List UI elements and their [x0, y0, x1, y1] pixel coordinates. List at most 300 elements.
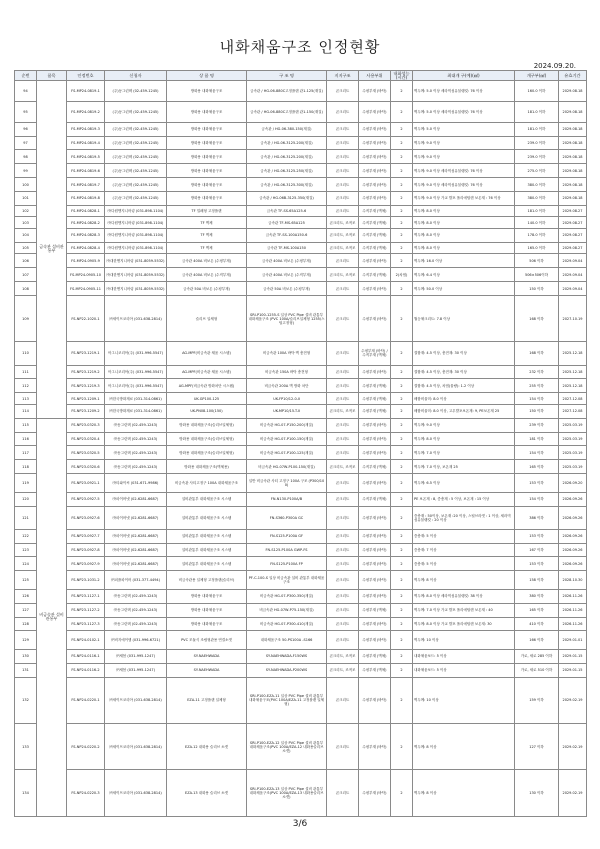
expiry-date-cell: 2029.08.18	[559, 122, 587, 136]
structure-name-cell: 금속관 TF-SS-65A125-6	[247, 205, 327, 217]
conditions-cell: 층충재: 7 이상	[413, 543, 515, 557]
table-header-row	[15, 71, 587, 81]
applicant-cell: ㈜동그린텍 (02-459-1243)	[105, 603, 167, 617]
applicant-cell: ㈜비지에이엠 (031-996-6721)	[105, 631, 167, 650]
conditions-cell: 결합재: 4.5 이상, 충전재: 30 이상	[413, 342, 515, 365]
applicant-cell: ㈜대한엔지니어링 (031-8059-5532)	[105, 268, 167, 282]
structure-name-cell: SRI-P100-EZA-12 일상 PVC Pipe 설비 관통부 내화채움구조(PVC 100A/EZA-12 내화용슬리브소켓)	[247, 724, 327, 770]
product-name-cell: 방화용 내화채움구조	[167, 136, 247, 150]
row-number-cell: 106	[15, 254, 37, 268]
row-number-cell: 124	[15, 557, 37, 571]
product-name-cell: SY-NAEHWADA	[167, 663, 247, 677]
conditions-cell: 벽두께: 7.0 이상 가교 발포 폴리에틸렌 보온재 : 40	[413, 603, 515, 617]
applicant-cell: ㈜세이프코리아 (031-638-2814)	[105, 770, 167, 816]
opening-size-cell: 380 이하	[515, 589, 559, 603]
row-number-cell: 122	[15, 529, 37, 543]
opening-size-cell: 가로, 세로 285 이하	[515, 649, 559, 663]
usage-location-cell: 수평부재 (바닥)	[359, 101, 391, 122]
product-name-cell: 설비관통부 내화채움구조 시스템	[167, 557, 247, 571]
applicant-cell: ㈜파이어넷 (02-6281-6687)	[105, 557, 167, 571]
usage-location-cell: 수평부재 (바닥)	[359, 178, 391, 192]
category-cell: 비금속관 설비관통부	[37, 418, 67, 816]
table-row	[15, 418, 587, 432]
product-name-cell: 방화용 내화채움구조	[167, 603, 247, 617]
structure-name-cell: 금속관 / HG-06-3125-200(재질)	[247, 136, 327, 150]
structure-name-cell: 비금속관 HG-07-P100-125(재질)	[247, 446, 327, 460]
support-structure-cell: 콘크리트	[327, 164, 359, 178]
expiry-date-cell: 2025.03.19	[559, 432, 587, 446]
table-row	[15, 677, 587, 723]
fire-rating-cell: 2	[391, 492, 413, 506]
opening-size-cell: 154 이하	[515, 446, 559, 460]
table-row	[15, 492, 587, 506]
table-row	[15, 617, 587, 631]
expiry-date-cell: 2029.08.18	[559, 164, 587, 178]
conditions-cell: 벽두께: 8 이상	[413, 724, 515, 770]
certification-number-cell: FS-NP23-0320-4	[67, 432, 105, 446]
table-row	[15, 770, 587, 816]
fire-rating-cell: 2	[391, 342, 413, 365]
row-number-cell: 107	[15, 268, 37, 282]
usage-location-cell: 수평부재 (바닥)	[359, 589, 391, 603]
product-name-cell: 방화용 내화채움구조(슬리브일체형)	[167, 432, 247, 446]
certification-number-cell: FS-NP23-0320-6	[67, 460, 105, 474]
conditions-cell: 벽두께: 9.0 이상 세라믹섬유블랭킷: 76 이상	[413, 178, 515, 192]
product-name-cell: 슬리브 일체형	[167, 296, 247, 342]
conditions-cell: 벽두께: 7.0 이상, 보온재 25	[413, 460, 515, 474]
opening-size-cell: 178.0 이하	[515, 229, 559, 243]
product-name-cell: 방화용 내화채움구조	[167, 617, 247, 631]
table-row	[15, 379, 587, 393]
row-number-cell: 110	[15, 342, 37, 365]
certification-number-cell: FS-MP24-0828-4	[67, 242, 105, 254]
structure-name-cell: SY-NAEHWADA-F150WS	[247, 649, 327, 663]
opening-size-cell: 153 이하	[515, 474, 559, 493]
conditions-cell: 벽두께: 8.0 이상	[413, 205, 515, 217]
product-name-cell: 방화용 내화채움구조	[167, 101, 247, 122]
support-structure-cell: 콘크리트	[327, 379, 359, 393]
usage-location-cell: 수직부재 (벽체)	[359, 460, 391, 474]
expiry-date-cell: 2026.09.20	[559, 474, 587, 493]
support-structure-cell: 콘크리트	[327, 342, 359, 365]
expiry-date-cell: 2029.01.01	[559, 631, 587, 650]
table-row	[15, 446, 587, 460]
table-row	[15, 164, 587, 178]
opening-size-cell: 239.0 이하	[515, 150, 559, 164]
opening-size-cell: 153 이하	[515, 529, 559, 543]
row-number-cell: 108	[15, 282, 37, 296]
certification-number-cell: FS-MP24-0905-9	[67, 254, 105, 268]
structure-name-cell: 금속관 / HG-06-3125-250(재질)	[247, 164, 327, 178]
opening-size-cell: 181.0 이하	[515, 101, 559, 122]
row-number-cell: 104	[15, 229, 37, 243]
fire-rating-cell: 2	[391, 393, 413, 405]
structure-name-cell: 금속관 / HG-06-880C고정플랜 관1-125(재질)	[247, 81, 327, 102]
support-structure-cell: 콘크리트	[327, 296, 359, 342]
header-cell: 내화성능(시간)	[391, 71, 413, 81]
applicant-cell: ㈜티와이씨 (031-671-9986)	[105, 474, 167, 493]
applicant-cell: ㈜동그린텍 (02-459-1243)	[105, 446, 167, 460]
product-name-cell: 설비관통부 내화채움구조 시스템	[167, 492, 247, 506]
structure-name-cell: 금속관 / HG-06-3125-300(재질)	[247, 178, 327, 192]
applicant-cell: ㈜피플파이어 (031-377-4494)	[105, 571, 167, 590]
row-number-cell: 130	[15, 649, 37, 663]
support-structure-cell: 콘크리트	[327, 122, 359, 136]
expiry-date-cell: 2027.12.08	[559, 404, 587, 418]
opening-size-cell: 181.0 이하	[515, 122, 559, 136]
conditions-cell: 벽두께: 7.0 이상	[413, 446, 515, 460]
table-row	[15, 474, 587, 493]
structure-name-cell: 내화채움구조 50-PS100A -S166	[247, 631, 327, 650]
certification-number-cell: FS-NP23-0927-8	[67, 543, 105, 557]
structure-name-cell: UK-FP10/12-0-Ⅱ	[247, 393, 327, 405]
usage-location-cell: 수평부재 (바닥)	[359, 631, 391, 650]
support-structure-cell: 콘크리트	[327, 474, 359, 493]
fire-rating-cell: 2	[391, 506, 413, 529]
structure-name-cell: 금속관 TF-MS-100A150	[247, 242, 327, 254]
support-structure-cell: 콘크리트	[327, 617, 359, 631]
fire-rating-cell: 2	[391, 418, 413, 432]
table-row	[15, 603, 587, 617]
usage-location-cell: 수평부재 (바닥)	[359, 506, 391, 529]
structure-name-cell: 비금속관 HG-07W-P100-150(재질)	[247, 460, 327, 474]
opening-size-cell: 168 이하	[515, 296, 559, 342]
product-name-cell: 비금속관용 일체형 고정플랜(슬리브)	[167, 571, 247, 590]
row-number-cell: 115	[15, 418, 37, 432]
fire-rating-cell: 2	[391, 543, 413, 557]
structure-name-cell: FN-S125-P100A GF	[247, 529, 327, 543]
structure-name-cell: 비금속관 HG-07-P300-350(재질)	[247, 589, 327, 603]
row-number-cell: 100	[15, 178, 37, 192]
expiry-date-cell: 2028.10.30	[559, 571, 587, 590]
expiry-date-cell: 2029.08.27	[559, 205, 587, 217]
support-structure-cell: 콘크리트, 조적조	[327, 229, 359, 243]
opening-size-cell: 410 이하	[515, 617, 559, 631]
fire-rating-cell: 2	[391, 229, 413, 243]
fire-rating-cell: 2	[391, 81, 413, 102]
structure-name-cell: SRI-P100-EZA-13 일상 PVC Pipe 설비 관통부 내화채움구조(PVC 100A/EZA-13 내화용슬리브소켓)	[247, 770, 327, 816]
usage-location-cell: 수평부재 (바닥)	[359, 164, 391, 178]
opening-size-cell: 239.0 이하	[515, 136, 559, 150]
usage-location-cell: 수평부재 (바닥)	[359, 446, 391, 460]
table-row	[15, 404, 587, 418]
structure-name-cell: 금속관 TF-SS-100A150-6	[247, 229, 327, 243]
header-cell: 구 조 명	[247, 71, 327, 81]
fire-rating-cell: 2	[391, 529, 413, 543]
fire-rating-cell: 2	[391, 460, 413, 474]
structure-name-cell: 금속관 / HG-06-3125-200(재질)	[247, 150, 327, 164]
usage-location-cell: 수직부재 (벽체)	[359, 492, 391, 506]
fire-rating-cell: 2	[391, 178, 413, 192]
product-name-cell: 금속관 400A 비보온 (수평부재)	[167, 254, 247, 268]
product-name-cell: 설비관통부 내화채움구조 시스템	[167, 529, 247, 543]
usage-location-cell: 수평부재 (벽체)	[359, 603, 391, 617]
product-name-cell: TF 벽체	[167, 217, 247, 229]
opening-size-cell: 168 이하	[515, 342, 559, 365]
expiry-date-cell: 2029.09.04	[559, 282, 587, 296]
usage-location-cell: 수직부재 (벽체)	[359, 242, 391, 254]
certification-number-cell: FS-NP22-1020-1	[67, 296, 105, 342]
applicant-cell: ㈜세이프코리아 (031-638-2814)	[105, 296, 167, 342]
applicant-cell: (주)동그린텍 (02-459-1245)	[105, 164, 167, 178]
conditions-cell: 벽두께: 8.0 이상 가교 발포 폴리에틸렌 보온재: 30	[413, 617, 515, 631]
certification-number-cell: FS-MP24-0819-8	[67, 192, 105, 206]
row-number-cell: 128	[15, 617, 37, 631]
structure-name-cell: 금속관 / HG-06-880C고정플랜 관1-150(재질)	[247, 101, 327, 122]
product-name-cell: EZA-11 고정플랜 일체형	[167, 677, 247, 723]
structure-name-cell: 비금속관 HG-07-P100-150(재질)	[247, 432, 327, 446]
usage-location-cell: 수평부재 (바닥)	[359, 136, 391, 150]
applicant-cell: ㈜세이프코리아 (031-638-2814)	[105, 677, 167, 723]
applicant-cell: ㈜새봄 (031-995-1247)	[105, 649, 167, 663]
applicant-cell: (주)동그린텍 (02-459-1245)	[105, 101, 167, 122]
applicant-cell: ㈜동그린텍 (02-459-1243)	[105, 460, 167, 474]
expiry-date-cell: 2029.08.27	[559, 229, 587, 243]
applicant-cell: ㈜세이프코리아 (031-638-2814)	[105, 724, 167, 770]
row-number-cell: 131	[15, 663, 37, 677]
expiry-date-cell: 2025.03.19	[559, 446, 587, 460]
applicant-cell: ㈜파이어넷 (02-6281-6687)	[105, 506, 167, 529]
support-structure-cell: 콘크리트	[327, 393, 359, 405]
product-name-cell: 방화용 내화채움구조	[167, 122, 247, 136]
conditions-cell: 벽두께: 8.0 이상 세라믹섬유블랭킷: 38 이상	[413, 589, 515, 603]
opening-size-cell: 165.0 이하	[515, 242, 559, 254]
row-number-cell: 113	[15, 393, 37, 405]
structure-name-cell: UK-MP10/15-T-Ⅱ	[247, 404, 327, 418]
row-number-cell: 125	[15, 571, 37, 590]
fire-rating-cell: 2	[391, 649, 413, 663]
usage-location-cell: 수평부재 (바닥)	[359, 282, 391, 296]
support-structure-cell: 콘크리트	[327, 178, 359, 192]
support-structure-cell: 콘크리트	[327, 205, 359, 217]
applicant-cell: ㈜파이어넷 (02-6281-6687)	[105, 529, 167, 543]
table-row	[15, 296, 587, 342]
structure-name-cell: 일반 비금속관 사티 고정구 100A 구조 (P300/100)	[247, 474, 327, 493]
certification-number-cell: FS-NP23-0320-3	[67, 418, 105, 432]
structure-name-cell: FN-S360-P300A GC	[247, 506, 327, 529]
certification-number-cell: FS-NP24-0220-3	[67, 770, 105, 816]
certification-number-cell: FS-MP24-0819-3	[67, 122, 105, 136]
conditions-cell: 내화채움보드: 5 이상	[413, 663, 515, 677]
table-row	[15, 205, 587, 217]
usage-location-cell: 수평부재 (벽체)	[359, 393, 391, 405]
row-number-cell: 111	[15, 365, 37, 379]
certification-number-cell: FS-MP24-0819-5	[67, 150, 105, 164]
support-structure-cell: 콘크리트	[327, 254, 359, 268]
expiry-date-cell: 2029.01.15	[559, 663, 587, 677]
fire-rating-cell: 2	[391, 557, 413, 571]
applicant-cell: ㈜다원엔지니어링 (031-898-1104)	[105, 217, 167, 229]
conditions-cell: 벽두께: 9.0 이상	[413, 136, 515, 150]
table-row	[15, 529, 587, 543]
certification-number-cell: FS-NP23-0927-5	[67, 492, 105, 506]
conditions-cell: 월등채크리트: 7.8 이상	[413, 296, 515, 342]
row-number-cell: 114	[15, 404, 37, 418]
certification-number-cell: FS-NP23-1127-1	[67, 589, 105, 603]
row-number-cell: 123	[15, 543, 37, 557]
expiry-date-cell: 2029.09.04	[559, 268, 587, 282]
expiry-date-cell: 2025.12.18	[559, 342, 587, 365]
applicant-cell: ㈜동그린텍 (02-459-1243)	[105, 589, 167, 603]
row-number-cell: 121	[15, 506, 37, 529]
usage-location-cell: 수평부재 (바닥)	[359, 724, 391, 770]
fire-rating-cell: 2	[391, 164, 413, 178]
support-structure-cell: 콘크리트	[327, 677, 359, 723]
conditions-cell: 벽두께: 6.4 이상	[413, 268, 515, 282]
structure-name-cell: 비금속관 HG-07W-P75-150(재질)	[247, 603, 327, 617]
table-row	[15, 150, 587, 164]
table-row	[15, 217, 587, 229]
opening-size-cell: 380.0 이하	[515, 178, 559, 192]
support-structure-cell: 콘크리트	[327, 101, 359, 122]
certification-number-cell: FS-NP23-1127-3	[67, 617, 105, 631]
table-row	[15, 178, 587, 192]
structure-name-cell: 금속관 400A 비보온 (수평부재)	[247, 254, 327, 268]
table-row	[15, 460, 587, 474]
fire-rating-cell: 2	[391, 631, 413, 650]
fire-rating-cell: 2	[391, 365, 413, 379]
conditions-cell: 벽두께: 9.0 이상 세라믹섬유블랭킷: 76 이상	[413, 164, 515, 178]
conditions-cell: 결합재: 4.5 이상, 차염(물량): 1.2 이상	[413, 379, 515, 393]
opening-size-cell: 181 이하	[515, 432, 559, 446]
conditions-cell: 내화채움보드: 5 이상	[413, 649, 515, 663]
table-row	[15, 122, 587, 136]
applicant-cell: ㈜다원엔지니어링 (031-898-1104)	[105, 229, 167, 243]
expiry-date-cell: 2029.08.18	[559, 150, 587, 164]
certification-number-cell: FS-MP24-0828-2	[67, 217, 105, 229]
product-name-cell: SY-NAEHWADA	[167, 649, 247, 663]
product-name-cell: AG-MPF(비금속관 채움 시스템)	[167, 342, 247, 365]
row-number-cell: 103	[15, 217, 37, 229]
applicant-cell: ㈜파이어넷 (02-6281-6687)	[105, 492, 167, 506]
expiry-date-cell: 2029.08.27	[559, 242, 587, 254]
certification-number-cell: FS-MP24-0819-2	[67, 101, 105, 122]
conditions-cell: 벽두께: 8.0 이상	[413, 432, 515, 446]
row-number-cell: 105	[15, 242, 37, 254]
table-row	[15, 254, 587, 268]
structure-name-cell: 금속관 400A 비보온 (수직부재)	[247, 268, 327, 282]
row-number-cell: 127	[15, 603, 37, 617]
row-number-cell: 120	[15, 492, 37, 506]
certification-number-cell: FS-NP23-1219-3	[67, 379, 105, 393]
opening-size-cell: 232 이하	[515, 365, 559, 379]
conditions-cell: 벽두께: 8 이상	[413, 571, 515, 590]
support-structure-cell: 콘크리트	[327, 557, 359, 571]
product-name-cell: TF 벽체	[167, 242, 247, 254]
certification-number-cell: FS-MP24-0819-1	[67, 81, 105, 102]
table-row	[15, 543, 587, 557]
product-name-cell: UK-GP100-125	[167, 393, 247, 405]
table-row	[15, 724, 587, 770]
support-structure-cell: 콘크리트	[327, 724, 359, 770]
usage-location-cell: 수평부재 (바닥)	[359, 254, 391, 268]
certification-number-cell: FS-NP23-1209-2	[67, 404, 105, 418]
opening-size-cell: 154 이하	[515, 492, 559, 506]
support-structure-cell: 콘크리트	[327, 631, 359, 650]
applicant-cell: 아그니코리아(주) (031-996-5547)	[105, 379, 167, 393]
product-name-cell: UK-PN08-100(150)	[167, 404, 247, 418]
certification-number-cell: FS-MP24-0905-10	[67, 268, 105, 282]
applicant-cell: ㈜대한엔지니어링 (031-8059-5532)	[105, 282, 167, 296]
product-name-cell: 금속관 400A 비보온 (수직부재)	[167, 268, 247, 282]
table-row	[15, 393, 587, 405]
header-cell: 인정번호	[67, 71, 105, 81]
table-row	[15, 506, 587, 529]
fire-rating-cell: 2	[391, 404, 413, 418]
conditions-cell: 층충재: 5 이상	[413, 557, 515, 571]
certification-number-cell: FS-MP24-0828-1	[67, 205, 105, 217]
product-name-cell: EZA-13 내화용 슬리브 소켓	[167, 770, 247, 816]
conditions-cell: 배합비율미: 8.0 이상	[413, 393, 515, 405]
row-number-cell: 102	[15, 205, 37, 217]
row-number-cell: 112	[15, 379, 37, 393]
certification-number-cell: FS-NP23-1219-1	[67, 342, 105, 365]
opening-size-cell: 160.0 이하	[515, 81, 559, 102]
row-number-cell: 99	[15, 164, 37, 178]
structure-name-cell: SRI-P100-EZA-11 일상 PVC Pipe 설비 관통부 내화채움구조(PVC 100A/EZA-11 고정플랜 일체형)	[247, 677, 327, 723]
header-cell: 개구부(㎟)	[515, 71, 559, 81]
usage-location-cell: 수평부재 (바닥)	[359, 150, 391, 164]
fire-rating-cell: 2(차염)	[391, 268, 413, 282]
certification-number-cell: FS-NP24-0102-1	[67, 631, 105, 650]
structure-name-cell: 비금속관 150A 바닥 충전형	[247, 365, 327, 379]
usage-location-cell: 수평부재 (바닥)	[359, 418, 391, 432]
fire-rating-cell: 2	[391, 589, 413, 603]
expiry-date-cell: 2026.09.26	[559, 492, 587, 506]
row-number-cell: 109	[15, 296, 37, 342]
usage-location-cell: 수직부재 (벽체)	[359, 268, 391, 282]
applicant-cell: ㈜다원엔지니어링 (031-898-1104)	[105, 205, 167, 217]
fire-rating-cell: 2	[391, 136, 413, 150]
opening-size-cell: 165 이하	[515, 603, 559, 617]
support-structure-cell: 콘크리트	[327, 282, 359, 296]
conditions-cell: 결합재: 4.5 이상, 충전재: 30 이상	[413, 365, 515, 379]
structure-name-cell: 금속관 50A 비보온 (수평부재)	[247, 282, 327, 296]
opening-size-cell: 130 이하	[515, 770, 559, 816]
fire-rating-cell: 2	[391, 571, 413, 590]
table-row	[15, 432, 587, 446]
expiry-date-cell: 2029.08.18	[559, 81, 587, 102]
certification-number-cell: FS-NP24-0116-2	[67, 663, 105, 677]
fire-rating-cell: 2	[391, 217, 413, 229]
usage-location-cell: 수평부재 (바닥)	[359, 122, 391, 136]
conditions-cell: 벽두께: 9.0 이상	[413, 418, 515, 432]
applicant-cell: ㈜새봄 (031-995-1247)	[105, 663, 167, 677]
usage-location-cell: 수평부재 (바닥)	[359, 677, 391, 723]
applicant-cell: ㈜동그린텍 (02-459-1243)	[105, 617, 167, 631]
opening-size-cell: 239 이하	[515, 418, 559, 432]
header-cell: 사용부위	[359, 71, 391, 81]
product-name-cell: 방화용 내화채움구조(슬리브일체형)	[167, 446, 247, 460]
support-structure-cell: 콘크리트	[327, 543, 359, 557]
product-name-cell: 설비관통부 내화채움구조 시스템	[167, 506, 247, 529]
fire-rating-cell: 2	[391, 603, 413, 617]
product-name-cell: 방화용 내화채움구조	[167, 150, 247, 164]
applicant-cell: 아그니코리아(주) (031-996-5547)	[105, 365, 167, 379]
expiry-date-cell: 2029.08.18	[559, 136, 587, 150]
support-structure-cell: 콘크리트, 조적조	[327, 217, 359, 229]
applicant-cell: (주)동그린텍 (02-459-1245)	[105, 81, 167, 102]
support-structure-cell: 콘크리트	[327, 770, 359, 816]
fire-rating-cell: 2	[391, 242, 413, 254]
table-row	[15, 282, 587, 296]
usage-location-cell: 수평부재 (바닥)	[359, 529, 391, 543]
row-number-cell: 98	[15, 150, 37, 164]
applicant-cell: 아그니코리아(주) (031-996-5547)	[105, 342, 167, 365]
certification-number-cell: FS-NP23-1031-2	[67, 571, 105, 590]
certification-number-cell: FS-NP24-0220-1	[67, 677, 105, 723]
table-row	[15, 101, 587, 122]
